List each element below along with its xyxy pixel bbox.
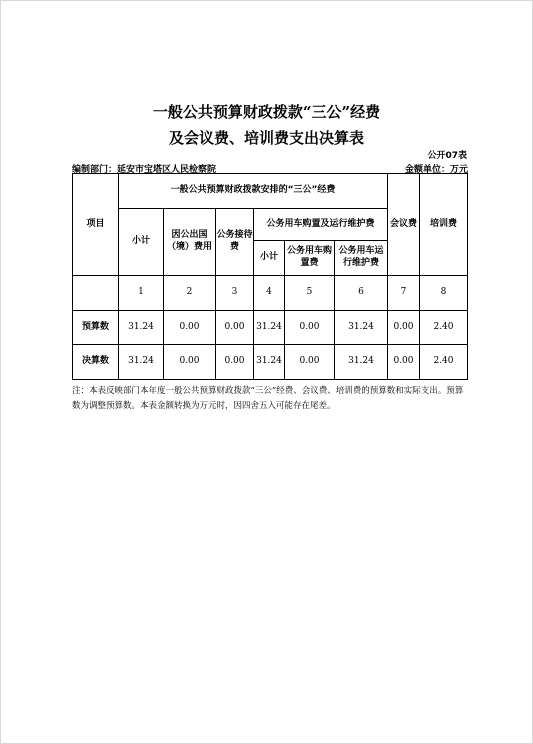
header-vehicle-operation: 公务用车运行维护费 xyxy=(335,241,388,276)
cell-value: 31.24 xyxy=(119,311,164,345)
expense-table xyxy=(72,173,468,380)
index-cell: 3 xyxy=(216,276,254,311)
header-item: 项目 xyxy=(73,174,119,276)
cell-value: 0.00 xyxy=(216,345,254,380)
cell-value: 0.00 xyxy=(216,311,254,345)
footnote: 注：本表反映部门本年度一般公共预算财政拨款“三公”经费、会议费、培训费的预算数和实际支出。预算数为调整预算数。本表金额转换为万元时，因四舍五入可能存在尾差。 xyxy=(72,386,464,411)
header-meeting: 会议费 xyxy=(388,174,420,276)
table-row xyxy=(73,311,468,345)
cell-value: 0.00 xyxy=(164,345,216,380)
cell-value: 2.40 xyxy=(420,311,468,345)
header-subtotal: 小计 xyxy=(119,209,164,276)
title-line-2: 及会议费、培训费支出决算表 xyxy=(168,129,364,147)
cell-value: 0.00 xyxy=(164,311,216,345)
index-cell: 8 xyxy=(420,276,468,311)
cell-value: 31.24 xyxy=(119,345,164,380)
table-row xyxy=(73,345,468,380)
cell-value: 31.24 xyxy=(254,345,285,380)
cell-value: 0.00 xyxy=(388,311,420,345)
form-number: 公开07表 xyxy=(427,151,467,161)
header-three-public-group: 一般公共预算财政拨款安排的“三公”经费 xyxy=(119,174,388,209)
index-cell: 6 xyxy=(335,276,388,311)
row-label-budget: 预算数 xyxy=(73,311,119,345)
cell-value: 31.24 xyxy=(335,345,388,380)
index-cell: 4 xyxy=(254,276,285,311)
header-reception: 公务接待费 xyxy=(216,209,254,276)
index-cell: 1 xyxy=(119,276,164,311)
index-row xyxy=(73,276,468,311)
index-blank xyxy=(73,276,119,311)
title-line-1: 一般公共预算财政拨款“三公”经费 xyxy=(152,103,381,121)
index-cell: 2 xyxy=(164,276,216,311)
header-training: 培训费 xyxy=(420,174,468,276)
cell-value: 2.40 xyxy=(420,345,468,380)
cell-value: 0.00 xyxy=(388,345,420,380)
cell-value: 31.24 xyxy=(335,311,388,345)
row-label-actual: 决算数 xyxy=(73,345,119,380)
header-vehicle-purchase: 公务用车购置费 xyxy=(285,241,335,276)
header-overseas: 因公出国（境）费用 xyxy=(164,209,216,276)
index-cell: 5 xyxy=(285,276,335,311)
index-cell: 7 xyxy=(388,276,420,311)
cell-value: 0.00 xyxy=(285,311,335,345)
header-row-1 xyxy=(73,174,468,209)
header-vehicle-group: 公务用车购置及运行维护费 xyxy=(254,209,388,241)
amount-unit: 金额单位：万元 xyxy=(404,165,468,175)
header-vehicle-subtotal: 小计 xyxy=(254,241,285,276)
cell-value: 0.00 xyxy=(285,345,335,380)
cell-value: 31.24 xyxy=(254,311,285,345)
preparing-department: 编制部门：延安市宝塔区人民检察院 xyxy=(72,165,217,175)
